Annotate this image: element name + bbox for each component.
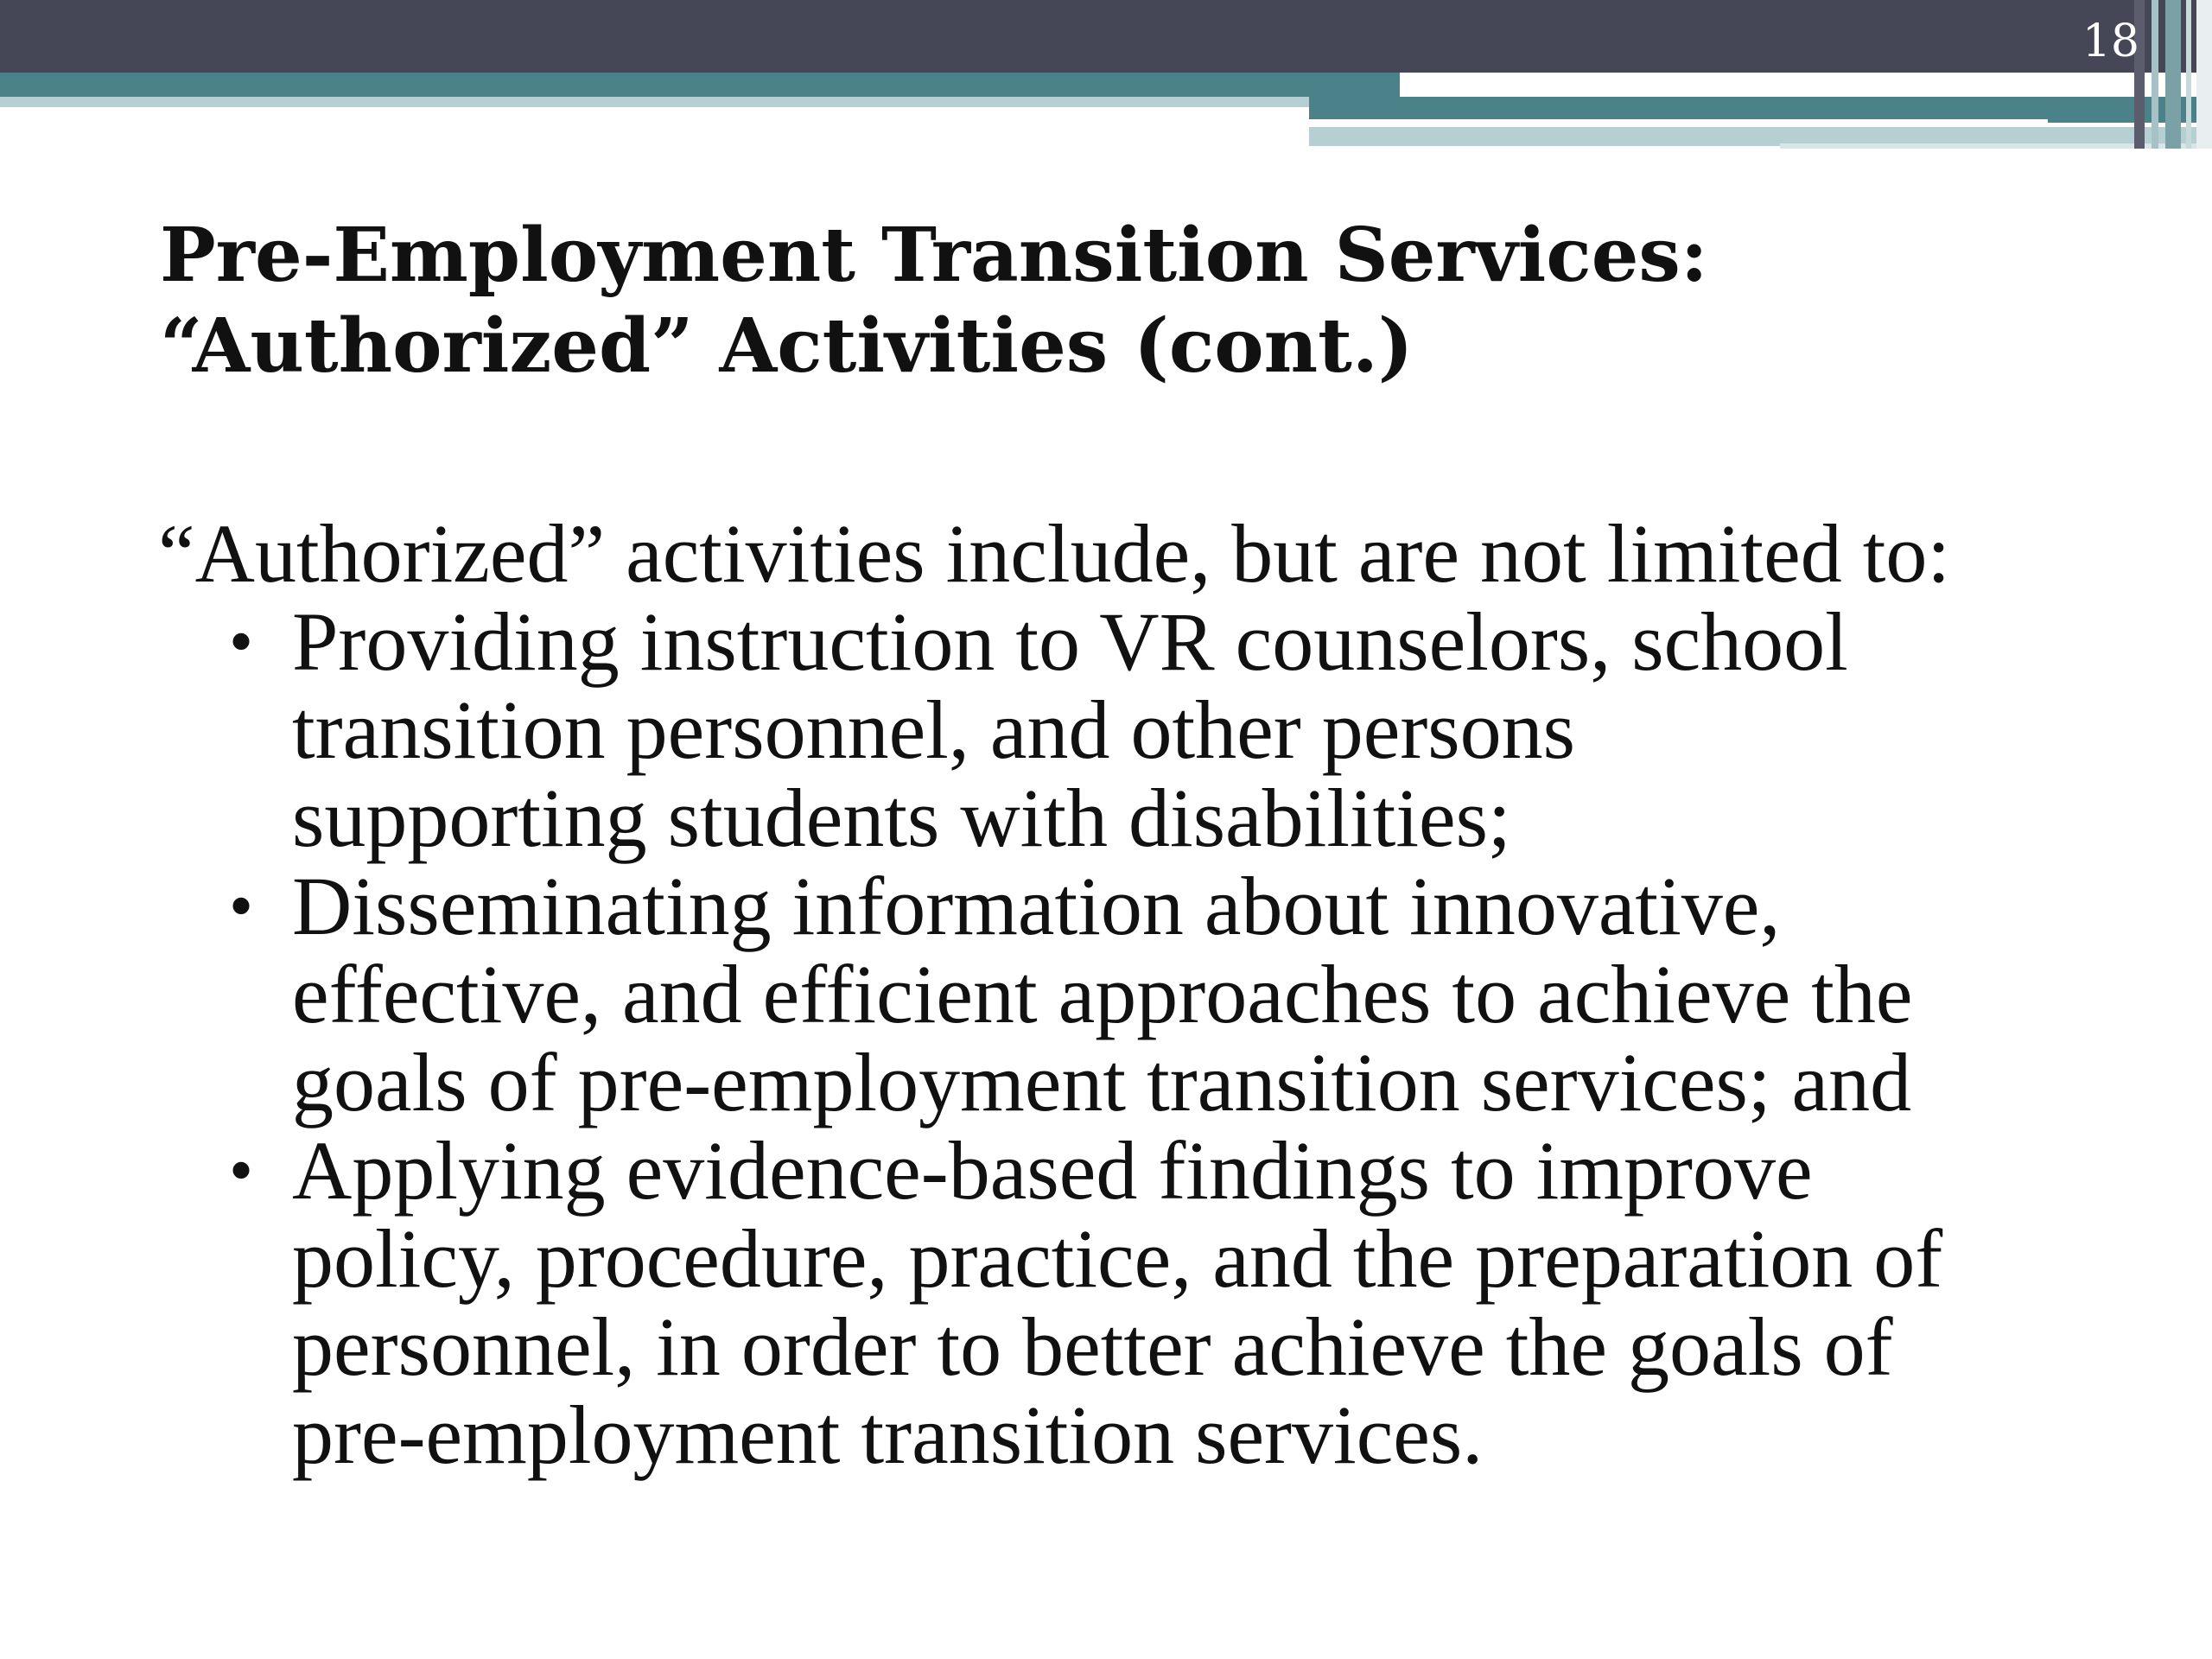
bullet-line: Disseminating information about innovative, [292, 860, 1781, 952]
bullet-line: supporting students with disabilities; [292, 772, 1511, 864]
bullet-line: effective, and efficient approaches to achieve the [292, 948, 1913, 1040]
header-stripe [2165, 0, 2181, 149]
bullet-line: Providing instruction to VR counselors, school [292, 595, 1848, 688]
header-bar-light [0, 97, 1309, 107]
header-stripe [2152, 0, 2158, 149]
slide-title-line: Pre-Employment Transition Services: [160, 212, 1708, 299]
bullet-dot: • [229, 868, 254, 944]
bullet-line: policy, procedure, practice, and the preparation of [292, 1212, 1943, 1305]
header-bar-teal [0, 73, 1400, 97]
bullet-line: Applying evidence-based findings to improve [292, 1124, 1813, 1217]
bullet-item [158, 595, 2145, 864]
header-divider-line [1309, 119, 2048, 127]
bullet-line: goals of pre-employment transition services; and [292, 1036, 1912, 1128]
bullet-item [158, 1124, 2145, 1481]
page-number: 18 [2082, 16, 2139, 67]
bullet-item [158, 862, 2145, 1127]
bullet-line: transition personnel, and other persons [292, 683, 1575, 776]
intro-text: “Authorized” activities include, but are not limited to: [158, 507, 1951, 600]
header-bar-dark [0, 0, 2212, 73]
header-stripe [2196, 0, 2212, 149]
bullet-line: personnel, in order to better achieve the goals of [292, 1300, 1893, 1393]
slide-body [158, 507, 2145, 1481]
bullet-list [158, 595, 2145, 1481]
bullet-dot: • [229, 604, 254, 680]
bullet-dot: • [229, 1133, 254, 1209]
slide-title-line: “Authorized” Activities (cont.) [160, 302, 1414, 390]
header-stripe [2186, 0, 2191, 149]
bullet-line: pre-employment transition services. [292, 1389, 1484, 1481]
header-bottom-line [1780, 143, 2212, 149]
slide-title [160, 210, 2104, 391]
